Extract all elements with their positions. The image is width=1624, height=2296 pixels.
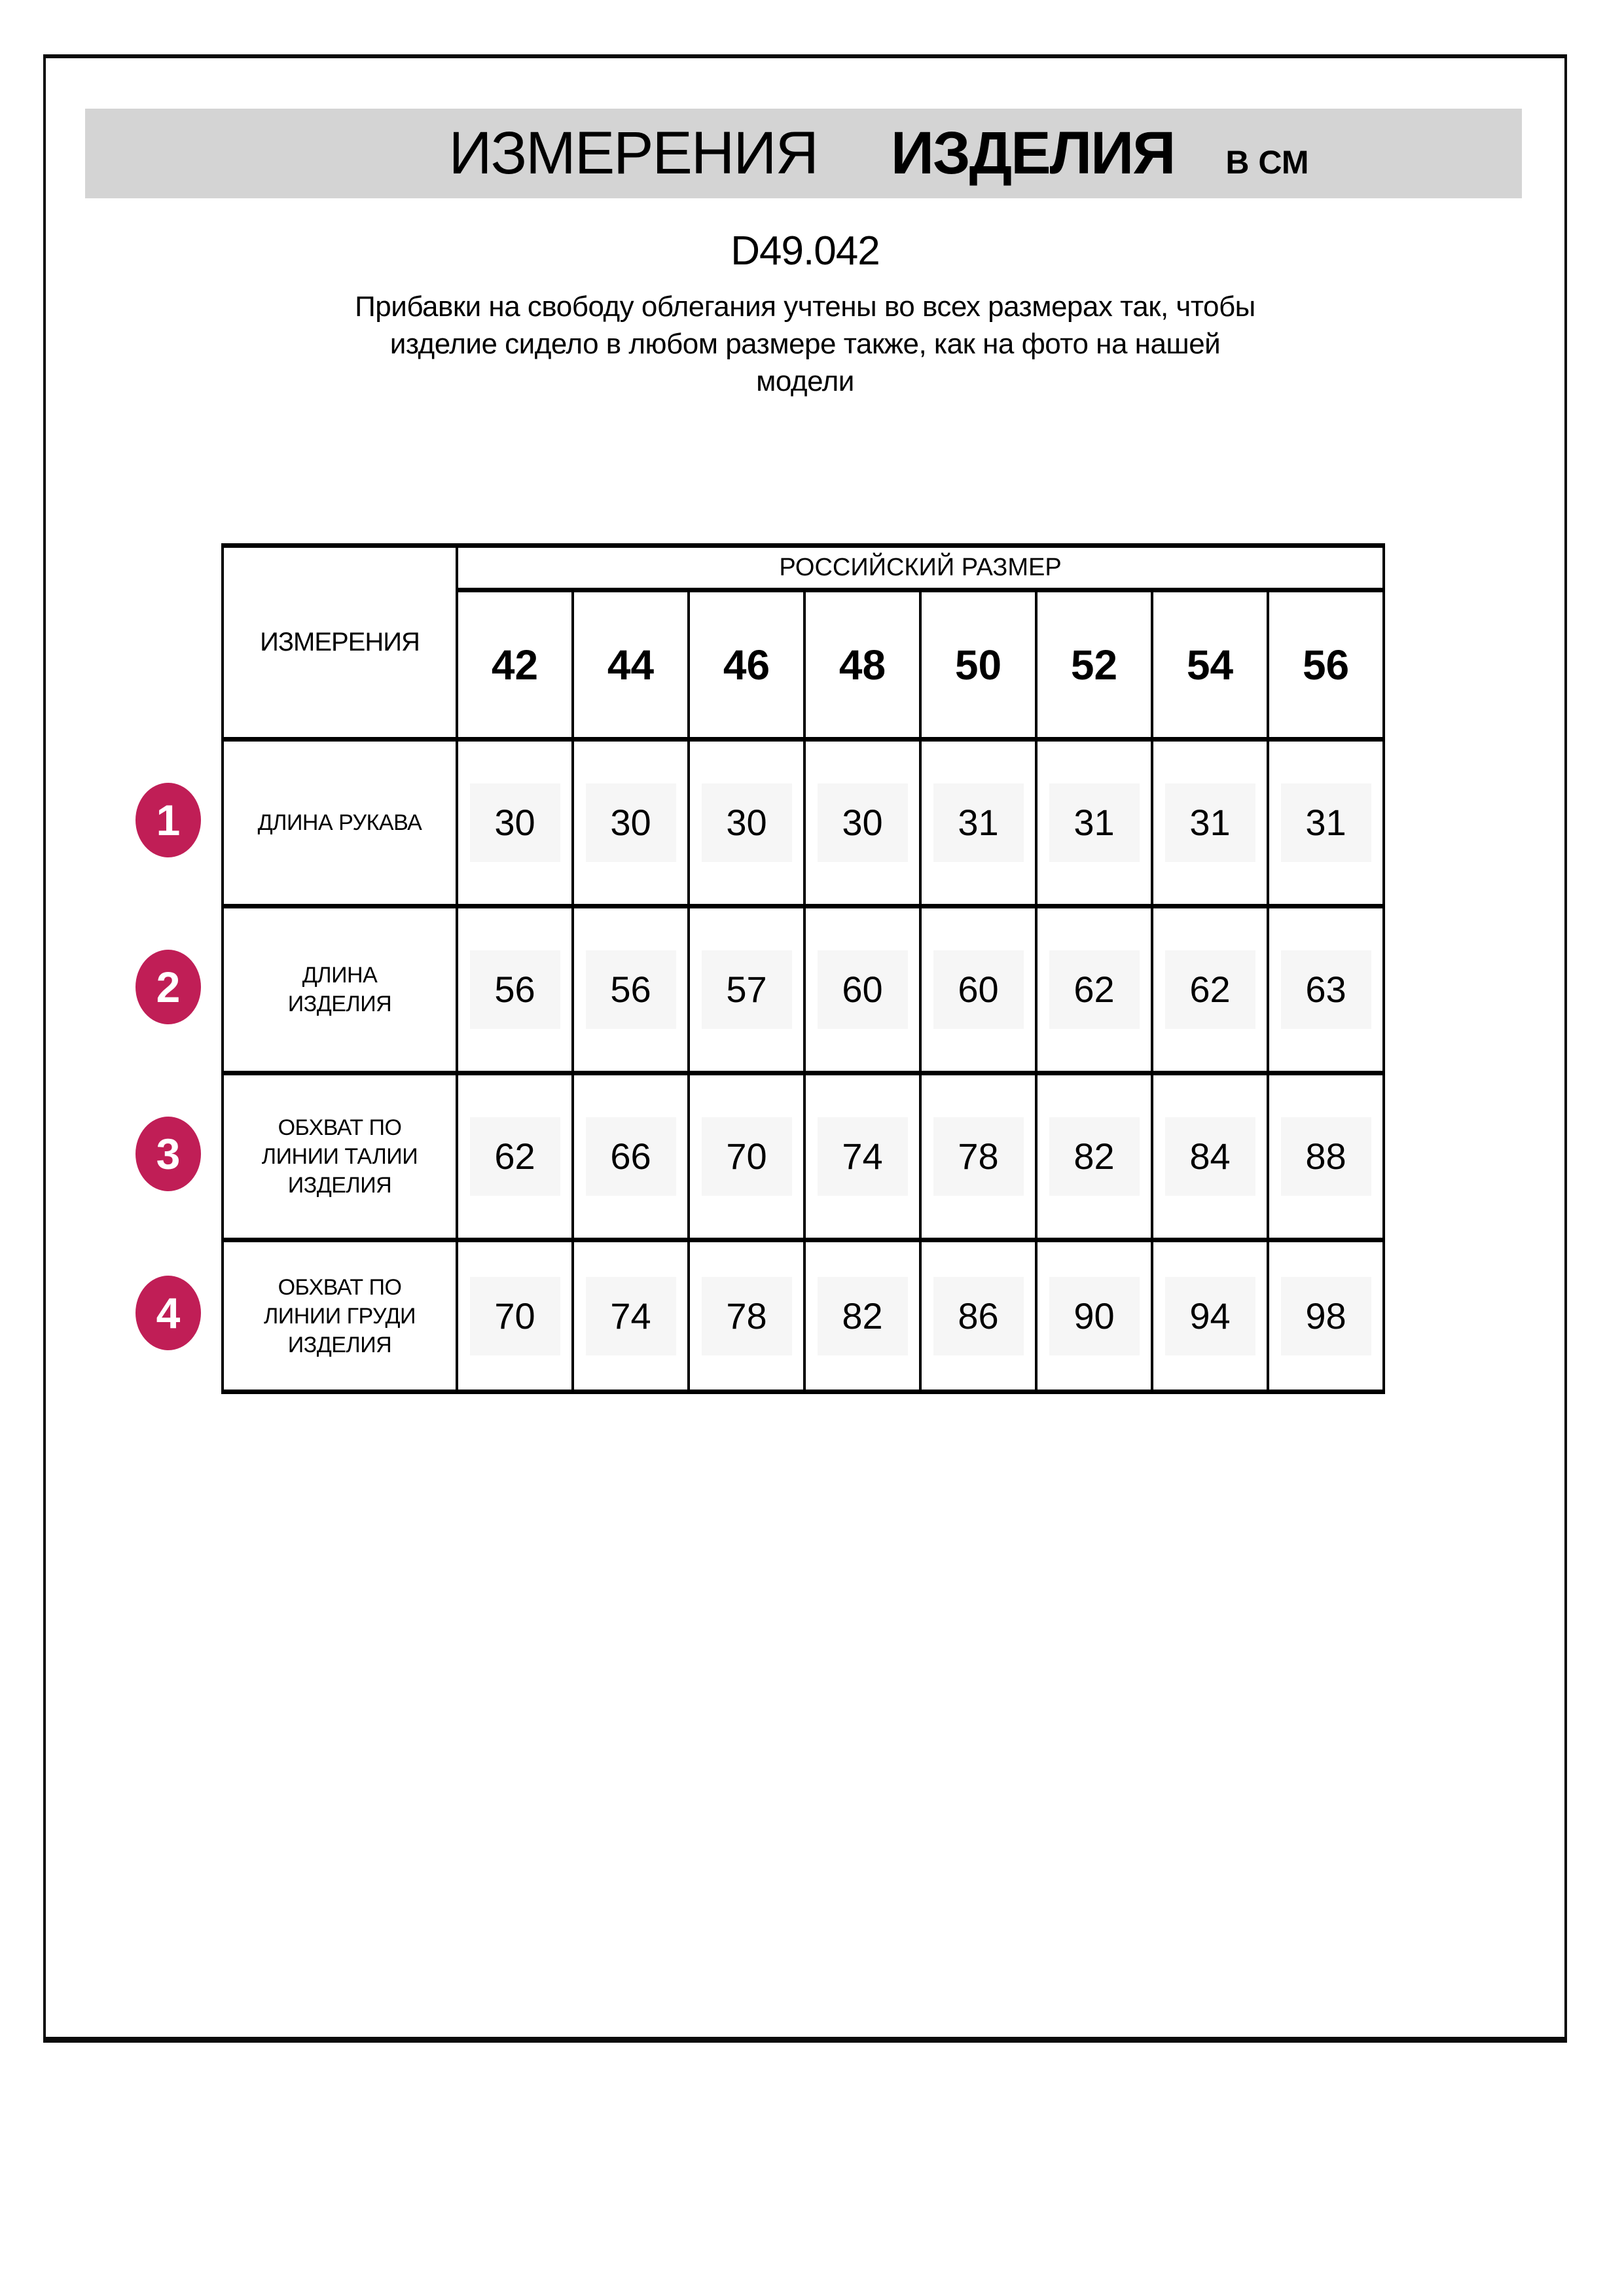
- cell-value: [1268, 906, 1384, 1073]
- cell-value: [804, 1240, 920, 1392]
- value-box: 88: [1281, 1117, 1371, 1196]
- measure-point-badge-4: 4: [135, 1276, 201, 1350]
- cell-value: [573, 906, 689, 1073]
- row-label-line: ИЗДЕЛИЯ: [287, 992, 392, 1016]
- value-box: 82: [818, 1277, 908, 1355]
- value-box: 78: [933, 1117, 1024, 1196]
- title-banner: [85, 109, 1522, 198]
- row-label-waist-girth: [223, 1073, 457, 1240]
- row-label-line: ДЛИНА РУКАВА: [257, 810, 422, 835]
- measure-point-badge-3: 3: [135, 1117, 201, 1191]
- value-box: 70: [702, 1117, 792, 1196]
- cell-value: [457, 1073, 573, 1240]
- group-header-russian-size: РОССИЙСКИЙ РАЗМЕР: [457, 546, 1384, 590]
- size-column-54: 54: [1152, 590, 1268, 740]
- value-box: 57: [702, 950, 792, 1029]
- value-box: 30: [818, 783, 908, 862]
- value-box: 60: [933, 950, 1024, 1029]
- cell-value: [920, 1240, 1036, 1392]
- cell-value: [1036, 1073, 1152, 1240]
- value-box: 62: [1165, 950, 1255, 1029]
- value-box: 78: [702, 1277, 792, 1355]
- value-box: 74: [818, 1117, 908, 1196]
- row-label-line: ОБХВАТ ПО: [278, 1274, 402, 1300]
- size-column-42: 42: [457, 590, 573, 740]
- value-box: 63: [1281, 950, 1371, 1029]
- row-label-line: ИЗДЕЛИЯ: [287, 1332, 392, 1357]
- cell-value: [457, 740, 573, 906]
- cell-value: [1268, 1073, 1384, 1240]
- cell-value: [804, 906, 920, 1073]
- row-label-line: ЛИНИИ ТАЛИИ: [261, 1144, 418, 1169]
- description-line-1: Прибавки на свободу облегания учтены во всех размерах так, чтобы: [355, 291, 1255, 323]
- corner-header-measurements: ИЗМЕРЕНИЯ: [223, 546, 457, 740]
- description-line-2: изделие сидело в любом размере также, как на фото на нашей: [389, 328, 1221, 360]
- row-label-line: ИЗДЕЛИЯ: [287, 1173, 392, 1198]
- row-label-line: ОБХВАТ ПО: [278, 1115, 402, 1140]
- table-row-waist-girth: [223, 1073, 1384, 1240]
- value-box: 98: [1281, 1277, 1371, 1355]
- cell-value: [1036, 1240, 1152, 1392]
- cell-value: [920, 1073, 1036, 1240]
- value-box: 30: [702, 783, 792, 862]
- measure-point-badge-2: 2: [135, 950, 201, 1024]
- cell-value: [689, 740, 804, 906]
- measurements-table: [221, 543, 1385, 1394]
- value-box: 84: [1165, 1117, 1255, 1196]
- value-box: 30: [586, 783, 676, 862]
- cell-value: [920, 906, 1036, 1073]
- cell-value: [1036, 906, 1152, 1073]
- row-label-chest-girth: [223, 1240, 457, 1392]
- value-box: 56: [470, 950, 560, 1029]
- cell-value: [1152, 740, 1268, 906]
- title-word-product: ИЗДЕЛИЯ: [890, 120, 1175, 187]
- size-column-46: 46: [689, 590, 804, 740]
- row-label-sleeve-length: [223, 740, 457, 906]
- title-word-measurements: ИЗМЕРЕНИЯ: [448, 120, 818, 187]
- cell-value: [457, 906, 573, 1073]
- table-row-sleeve-length: [223, 740, 1384, 906]
- cell-value: [1152, 906, 1268, 1073]
- value-box: 70: [470, 1277, 560, 1355]
- cell-value: [804, 740, 920, 906]
- table-row-garment-length: [223, 906, 1384, 1073]
- cell-value: [804, 1073, 920, 1240]
- table-row-chest-girth: [223, 1240, 1384, 1392]
- product-code: D49.042: [731, 228, 880, 274]
- value-box: 60: [818, 950, 908, 1029]
- title-units: В СМ: [1225, 144, 1309, 181]
- row-label-garment-length: [223, 906, 457, 1073]
- value-box: 31: [933, 783, 1024, 862]
- value-box: 31: [1049, 783, 1140, 862]
- size-column-56: 56: [1268, 590, 1384, 740]
- size-column-50: 50: [920, 590, 1036, 740]
- row-label-line: ЛИНИИ ГРУДИ: [263, 1303, 416, 1329]
- size-column-44: 44: [573, 590, 689, 740]
- cell-value: [573, 1240, 689, 1392]
- value-box: 94: [1165, 1277, 1255, 1355]
- description-line-3: модели: [756, 365, 854, 397]
- size-column-48: 48: [804, 590, 920, 740]
- cell-value: [573, 740, 689, 906]
- value-box: 56: [586, 950, 676, 1029]
- cell-value: [1152, 1073, 1268, 1240]
- cell-value: [1268, 740, 1384, 906]
- measure-point-badge-1: 1: [135, 783, 201, 857]
- cell-value: [1268, 1240, 1384, 1392]
- value-box: 82: [1049, 1117, 1140, 1196]
- cell-value: [920, 740, 1036, 906]
- value-box: 62: [1049, 950, 1140, 1029]
- value-box: 90: [1049, 1277, 1140, 1355]
- value-box: 66: [586, 1117, 676, 1196]
- value-box: 62: [470, 1117, 560, 1196]
- value-box: 74: [586, 1277, 676, 1355]
- cell-value: [1036, 740, 1152, 906]
- value-box: 86: [933, 1277, 1024, 1355]
- value-box: 31: [1281, 783, 1371, 862]
- fit-description: [43, 288, 1567, 400]
- cell-value: [689, 1240, 804, 1392]
- cell-value: [1152, 1240, 1268, 1392]
- cell-value: [573, 1073, 689, 1240]
- cell-value: [689, 1073, 804, 1240]
- value-box: 31: [1165, 783, 1255, 862]
- cell-value: [457, 1240, 573, 1392]
- cell-value: [689, 906, 804, 1073]
- row-label-line: ДЛИНА: [302, 963, 378, 988]
- size-column-52: 52: [1036, 590, 1152, 740]
- value-box: 30: [470, 783, 560, 862]
